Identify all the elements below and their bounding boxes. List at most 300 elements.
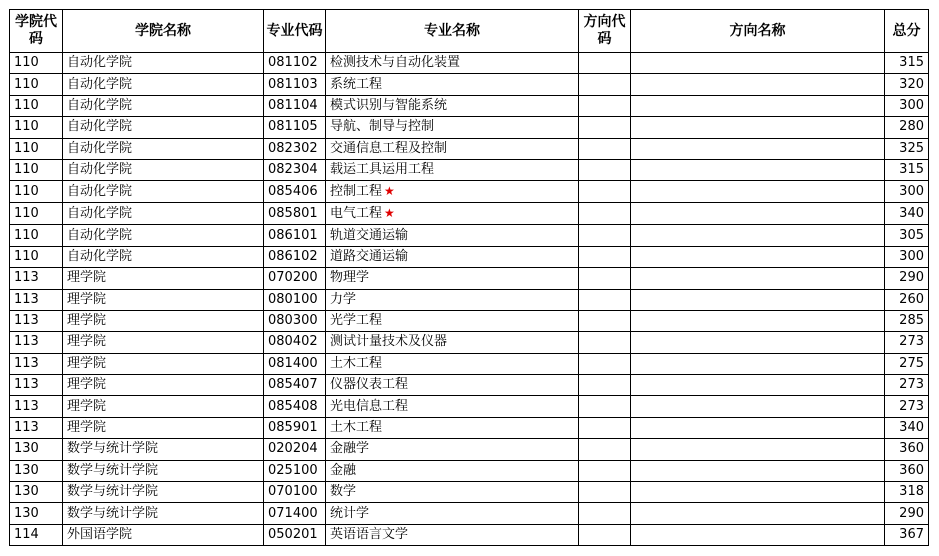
college-code-cell bbox=[10, 524, 63, 545]
direction-code-cell bbox=[579, 74, 631, 95]
major-code-cell bbox=[264, 95, 326, 116]
college-code-cell bbox=[10, 396, 63, 417]
table-row bbox=[10, 482, 929, 503]
college-code-text: 113 bbox=[14, 313, 39, 329]
major-name-cell bbox=[326, 95, 579, 116]
direction-code-cell bbox=[579, 289, 631, 310]
college-code-cell bbox=[10, 138, 63, 159]
major-code-text: 080402 bbox=[268, 334, 318, 350]
college-code-text: 110 bbox=[14, 205, 39, 221]
direction-name-cell bbox=[631, 482, 885, 503]
major-name-cell bbox=[326, 375, 579, 396]
header-direction-name: 方向名称 bbox=[631, 10, 885, 53]
table-row bbox=[10, 310, 929, 331]
major-name-text: 仪器仪表工程 bbox=[330, 377, 409, 393]
direction-code-cell bbox=[579, 138, 631, 159]
table-row bbox=[10, 181, 929, 203]
total-score-text: 320 bbox=[899, 76, 924, 92]
college-name-cell bbox=[63, 95, 264, 116]
college-code-cell bbox=[10, 482, 63, 503]
major-code-text: 020204 bbox=[268, 441, 318, 457]
major-code-cell bbox=[264, 396, 326, 417]
college-name-text: 自动化学院 bbox=[67, 76, 133, 92]
table-row bbox=[10, 524, 929, 545]
star-icon: ★ bbox=[384, 206, 395, 221]
college-code-text: 113 bbox=[14, 334, 39, 350]
college-name-text: 自动化学院 bbox=[67, 119, 133, 135]
major-code-text: 085408 bbox=[268, 398, 318, 414]
college-name-cell bbox=[63, 138, 264, 159]
major-code-text: 085901 bbox=[268, 420, 318, 436]
major-name-text: 测试计量技术及仪器 bbox=[330, 334, 448, 350]
total-score-text: 340 bbox=[899, 420, 924, 436]
total-score-text: 315 bbox=[899, 55, 924, 71]
college-code-text: 110 bbox=[14, 97, 39, 113]
major-code-cell bbox=[264, 225, 326, 246]
direction-code-cell bbox=[579, 268, 631, 289]
direction-code-cell bbox=[579, 417, 631, 438]
major-code-text: 050201 bbox=[268, 527, 318, 542]
major-name-text: 金融学 bbox=[330, 441, 370, 457]
total-score-text: 315 bbox=[899, 162, 924, 178]
college-code-cell bbox=[10, 417, 63, 438]
college-name-text: 数学与统计学院 bbox=[67, 462, 159, 478]
college-code-cell bbox=[10, 246, 63, 267]
college-code-text: 113 bbox=[14, 291, 39, 307]
total-score-cell bbox=[885, 138, 929, 159]
college-code-cell bbox=[10, 74, 63, 95]
direction-name-cell bbox=[631, 159, 885, 180]
college-name-cell bbox=[63, 289, 264, 310]
college-code-text: 110 bbox=[14, 248, 39, 264]
major-name-text: 检测技术与自动化装置 bbox=[330, 55, 461, 71]
total-score-text: 260 bbox=[899, 291, 924, 307]
total-score-cell bbox=[885, 503, 929, 524]
major-code-cell bbox=[264, 203, 326, 225]
header-major-code: 专业代码 bbox=[264, 10, 326, 53]
direction-name-cell bbox=[631, 117, 885, 138]
major-name-cell bbox=[326, 138, 579, 159]
college-code-cell bbox=[10, 159, 63, 180]
table-row bbox=[10, 417, 929, 438]
major-code-cell bbox=[264, 138, 326, 159]
table-row bbox=[10, 95, 929, 116]
major-name-text: 统计学 bbox=[330, 505, 370, 521]
direction-name-cell bbox=[631, 74, 885, 95]
direction-code-cell bbox=[579, 117, 631, 138]
major-name-text: 英语语言文学 bbox=[330, 527, 409, 542]
college-code-cell bbox=[10, 53, 63, 74]
major-code-cell bbox=[264, 482, 326, 503]
major-name-cell bbox=[326, 74, 579, 95]
major-name-text: 控制工程 bbox=[330, 184, 383, 200]
college-name-cell bbox=[63, 353, 264, 374]
major-code-text: 085801 bbox=[268, 205, 318, 221]
college-code-cell bbox=[10, 95, 63, 116]
college-name-cell bbox=[63, 332, 264, 353]
total-score-cell bbox=[885, 417, 929, 438]
table-row bbox=[10, 268, 929, 289]
major-code-text: 070100 bbox=[268, 484, 318, 500]
college-code-text: 113 bbox=[14, 398, 39, 414]
total-score-cell bbox=[885, 246, 929, 267]
direction-name-cell bbox=[631, 353, 885, 374]
major-code-text: 081104 bbox=[268, 97, 318, 113]
total-score-cell bbox=[885, 203, 929, 225]
college-name-text: 理学院 bbox=[67, 377, 107, 393]
direction-name-cell bbox=[631, 268, 885, 289]
college-name-text: 理学院 bbox=[67, 334, 107, 350]
college-code-text: 114 bbox=[14, 527, 39, 542]
college-code-text: 130 bbox=[14, 505, 39, 521]
college-name-cell bbox=[63, 439, 264, 460]
direction-name-cell bbox=[631, 524, 885, 545]
total-score-cell bbox=[885, 74, 929, 95]
direction-name-cell bbox=[631, 310, 885, 331]
direction-name-cell bbox=[631, 439, 885, 460]
major-code-text: 081103 bbox=[268, 76, 318, 92]
college-code-cell bbox=[10, 353, 63, 374]
college-name-text: 自动化学院 bbox=[67, 227, 133, 243]
direction-code-cell bbox=[579, 246, 631, 267]
major-code-cell bbox=[264, 417, 326, 438]
direction-name-cell bbox=[631, 246, 885, 267]
college-code-text: 110 bbox=[14, 76, 39, 92]
total-score-cell bbox=[885, 375, 929, 396]
total-score-text: 273 bbox=[899, 377, 924, 393]
major-code-cell bbox=[264, 159, 326, 180]
direction-code-cell bbox=[579, 375, 631, 396]
college-code-text: 130 bbox=[14, 462, 39, 478]
major-name-text: 光学工程 bbox=[330, 313, 383, 329]
direction-name-cell bbox=[631, 181, 885, 203]
major-code-cell bbox=[264, 117, 326, 138]
table-row bbox=[10, 203, 929, 225]
college-name-cell bbox=[63, 460, 264, 481]
major-name-text: 电气工程 bbox=[330, 206, 383, 222]
college-name-cell bbox=[63, 268, 264, 289]
college-code-cell bbox=[10, 225, 63, 246]
total-score-text: 273 bbox=[899, 398, 924, 414]
direction-code-cell bbox=[579, 181, 631, 203]
major-code-cell bbox=[264, 289, 326, 310]
college-name-text: 自动化学院 bbox=[67, 55, 133, 71]
direction-name-cell bbox=[631, 289, 885, 310]
total-score-cell bbox=[885, 332, 929, 353]
table-row bbox=[10, 246, 929, 267]
major-code-text: 085406 bbox=[268, 183, 318, 199]
college-code-text: 113 bbox=[14, 420, 39, 436]
college-name-text: 理学院 bbox=[67, 313, 107, 329]
major-code-cell bbox=[264, 375, 326, 396]
direction-code-cell bbox=[579, 53, 631, 74]
table-row bbox=[10, 289, 929, 310]
table-row bbox=[10, 396, 929, 417]
college-name-text: 理学院 bbox=[67, 398, 107, 414]
direction-name-cell bbox=[631, 332, 885, 353]
total-score-cell bbox=[885, 181, 929, 203]
total-score-text: 318 bbox=[899, 484, 924, 500]
college-name-text: 数学与统计学院 bbox=[67, 505, 159, 521]
major-code-cell bbox=[264, 439, 326, 460]
total-score-text: 300 bbox=[899, 183, 924, 199]
total-score-text: 325 bbox=[899, 140, 924, 156]
major-code-text: 082302 bbox=[268, 140, 318, 156]
direction-code-cell bbox=[579, 95, 631, 116]
college-code-text: 110 bbox=[14, 140, 39, 156]
college-name-text: 数学与统计学院 bbox=[67, 441, 159, 457]
table-row bbox=[10, 53, 929, 74]
college-name-text: 数学与统计学院 bbox=[67, 484, 159, 500]
total-score-cell bbox=[885, 117, 929, 138]
total-score-text: 360 bbox=[899, 462, 924, 478]
major-code-text: 081102 bbox=[268, 55, 318, 71]
total-score-text: 290 bbox=[899, 270, 924, 286]
major-name-text: 土木工程 bbox=[330, 420, 383, 436]
total-score-text: 280 bbox=[899, 119, 924, 135]
major-name-cell bbox=[326, 524, 579, 545]
total-score-cell bbox=[885, 53, 929, 74]
major-name-text: 导航、制导与控制 bbox=[330, 119, 435, 135]
college-name-text: 自动化学院 bbox=[67, 205, 133, 221]
college-name-cell bbox=[63, 396, 264, 417]
direction-code-cell bbox=[579, 439, 631, 460]
header-major-name: 专业名称 bbox=[326, 10, 579, 53]
major-code-text: 086102 bbox=[268, 248, 318, 264]
major-code-text: 070200 bbox=[268, 270, 318, 286]
major-name-text: 物理学 bbox=[330, 270, 370, 286]
college-name-cell bbox=[63, 375, 264, 396]
major-code-text: 081105 bbox=[268, 119, 318, 135]
total-score-text: 360 bbox=[899, 441, 924, 457]
major-name-cell bbox=[326, 203, 579, 225]
major-name-cell bbox=[326, 417, 579, 438]
major-code-cell bbox=[264, 53, 326, 74]
college-code-text: 110 bbox=[14, 227, 39, 243]
major-name-cell bbox=[326, 53, 579, 74]
college-code-cell bbox=[10, 375, 63, 396]
major-name-cell bbox=[326, 246, 579, 267]
major-name-text: 光电信息工程 bbox=[330, 398, 409, 414]
major-name-text: 土木工程 bbox=[330, 355, 383, 371]
major-name-cell bbox=[326, 482, 579, 503]
major-name-text: 金融 bbox=[330, 462, 357, 478]
direction-code-cell bbox=[579, 310, 631, 331]
total-score-text: 300 bbox=[899, 97, 924, 113]
total-score-cell bbox=[885, 225, 929, 246]
college-code-text: 113 bbox=[14, 355, 39, 371]
major-code-text: 071400 bbox=[268, 505, 318, 521]
major-name-cell bbox=[326, 460, 579, 481]
major-name-cell bbox=[326, 396, 579, 417]
college-code-text: 110 bbox=[14, 162, 39, 178]
table-row bbox=[10, 332, 929, 353]
direction-name-cell bbox=[631, 375, 885, 396]
total-score-text: 273 bbox=[899, 334, 924, 350]
total-score-text: 340 bbox=[899, 205, 924, 221]
major-code-text: 082304 bbox=[268, 162, 318, 178]
direction-code-cell bbox=[579, 203, 631, 225]
table-row bbox=[10, 460, 929, 481]
major-name-text: 轨道交通运输 bbox=[330, 227, 409, 243]
major-code-text: 086101 bbox=[268, 227, 318, 243]
direction-name-cell bbox=[631, 95, 885, 116]
college-name-text: 理学院 bbox=[67, 355, 107, 371]
total-score-text: 367 bbox=[899, 527, 924, 542]
major-code-text: 080300 bbox=[268, 313, 318, 329]
college-code-text: 130 bbox=[14, 441, 39, 457]
direction-code-cell bbox=[579, 332, 631, 353]
major-name-text: 载运工具运用工程 bbox=[330, 162, 435, 178]
direction-code-cell bbox=[579, 482, 631, 503]
direction-name-cell bbox=[631, 460, 885, 481]
direction-name-cell bbox=[631, 203, 885, 225]
college-code-cell bbox=[10, 310, 63, 331]
major-name-cell bbox=[326, 289, 579, 310]
college-code-cell bbox=[10, 181, 63, 203]
total-score-text: 285 bbox=[899, 313, 924, 329]
major-name-text: 系统工程 bbox=[330, 76, 383, 92]
major-code-text: 025100 bbox=[268, 462, 318, 478]
total-score-cell bbox=[885, 439, 929, 460]
total-score-cell bbox=[885, 524, 929, 545]
major-code-cell bbox=[264, 181, 326, 203]
major-name-cell bbox=[326, 225, 579, 246]
major-code-cell bbox=[264, 332, 326, 353]
college-name-text: 自动化学院 bbox=[67, 140, 133, 156]
major-name-cell bbox=[326, 268, 579, 289]
college-name-text: 自动化学院 bbox=[67, 97, 133, 113]
major-name-cell bbox=[326, 439, 579, 460]
major-code-cell bbox=[264, 353, 326, 374]
direction-name-cell bbox=[631, 396, 885, 417]
college-name-text: 自动化学院 bbox=[67, 162, 133, 178]
college-code-text: 113 bbox=[14, 377, 39, 393]
major-name-cell bbox=[326, 353, 579, 374]
direction-name-cell bbox=[631, 138, 885, 159]
total-score-cell bbox=[885, 353, 929, 374]
college-name-cell bbox=[63, 53, 264, 74]
direction-code-cell bbox=[579, 524, 631, 545]
star-icon: ★ bbox=[384, 184, 395, 199]
major-code-cell bbox=[264, 524, 326, 545]
college-code-cell bbox=[10, 332, 63, 353]
college-name-cell bbox=[63, 417, 264, 438]
major-name-cell bbox=[326, 159, 579, 180]
total-score-cell bbox=[885, 460, 929, 481]
table-row bbox=[10, 74, 929, 95]
total-score-text: 300 bbox=[899, 248, 924, 264]
college-name-cell bbox=[63, 246, 264, 267]
major-name-text: 交通信息工程及控制 bbox=[330, 140, 448, 156]
table-row bbox=[10, 439, 929, 460]
total-score-cell bbox=[885, 159, 929, 180]
total-score-cell bbox=[885, 482, 929, 503]
college-code-cell bbox=[10, 203, 63, 225]
total-score-text: 275 bbox=[899, 355, 924, 371]
score-table bbox=[9, 9, 929, 546]
college-name-cell bbox=[63, 159, 264, 180]
header-college-name: 学院名称 bbox=[63, 10, 264, 53]
table-row bbox=[10, 225, 929, 246]
major-code-cell bbox=[264, 310, 326, 331]
college-code-text: 110 bbox=[14, 183, 39, 199]
major-code-cell bbox=[264, 503, 326, 524]
college-name-text: 自动化学院 bbox=[67, 248, 133, 264]
total-score-cell bbox=[885, 396, 929, 417]
header-row bbox=[10, 10, 929, 53]
major-code-text: 081400 bbox=[268, 355, 318, 371]
major-name-text: 力学 bbox=[330, 291, 357, 307]
college-name-cell bbox=[63, 181, 264, 203]
major-code-cell bbox=[264, 268, 326, 289]
total-score-cell bbox=[885, 289, 929, 310]
header-total-score: 总分 bbox=[885, 10, 929, 53]
college-code-text: 110 bbox=[14, 119, 39, 135]
direction-code-cell bbox=[579, 159, 631, 180]
table-body bbox=[10, 53, 929, 546]
college-name-text: 外国语学院 bbox=[67, 527, 133, 542]
total-score-cell bbox=[885, 310, 929, 331]
college-name-text: 理学院 bbox=[67, 420, 107, 436]
college-code-cell bbox=[10, 460, 63, 481]
total-score-cell bbox=[885, 268, 929, 289]
college-name-cell bbox=[63, 117, 264, 138]
major-code-cell bbox=[264, 246, 326, 267]
major-name-cell bbox=[326, 310, 579, 331]
major-name-cell bbox=[326, 503, 579, 524]
college-name-cell bbox=[63, 482, 264, 503]
college-code-text: 130 bbox=[14, 484, 39, 500]
total-score-text: 290 bbox=[899, 505, 924, 521]
major-name-text: 模式识别与智能系统 bbox=[330, 97, 448, 113]
major-name-cell bbox=[326, 117, 579, 138]
table-row bbox=[10, 503, 929, 524]
direction-name-cell bbox=[631, 53, 885, 74]
header-college-code: 学院代码 bbox=[10, 10, 63, 53]
direction-code-cell bbox=[579, 225, 631, 246]
direction-code-cell bbox=[579, 460, 631, 481]
college-name-text: 理学院 bbox=[67, 270, 107, 286]
direction-code-cell bbox=[579, 396, 631, 417]
direction-code-cell bbox=[579, 353, 631, 374]
major-name-text: 数学 bbox=[330, 484, 357, 500]
major-name-cell bbox=[326, 181, 579, 203]
major-name-text: 道路交通运输 bbox=[330, 248, 409, 264]
total-score-cell bbox=[885, 95, 929, 116]
college-name-text: 理学院 bbox=[67, 291, 107, 307]
header-direction-code: 方向代码 bbox=[579, 10, 631, 53]
college-name-text: 自动化学院 bbox=[67, 183, 133, 199]
college-name-cell bbox=[63, 524, 264, 545]
direction-name-cell bbox=[631, 417, 885, 438]
college-code-text: 113 bbox=[14, 270, 39, 286]
college-name-cell bbox=[63, 74, 264, 95]
college-code-cell bbox=[10, 289, 63, 310]
major-code-cell bbox=[264, 460, 326, 481]
table-row bbox=[10, 138, 929, 159]
college-name-cell bbox=[63, 310, 264, 331]
college-code-cell bbox=[10, 268, 63, 289]
table-row bbox=[10, 117, 929, 138]
college-code-text: 110 bbox=[14, 55, 39, 71]
major-name-cell bbox=[326, 332, 579, 353]
college-code-cell bbox=[10, 439, 63, 460]
major-code-cell bbox=[264, 74, 326, 95]
direction-name-cell bbox=[631, 225, 885, 246]
table-row bbox=[10, 159, 929, 180]
major-code-text: 080100 bbox=[268, 291, 318, 307]
